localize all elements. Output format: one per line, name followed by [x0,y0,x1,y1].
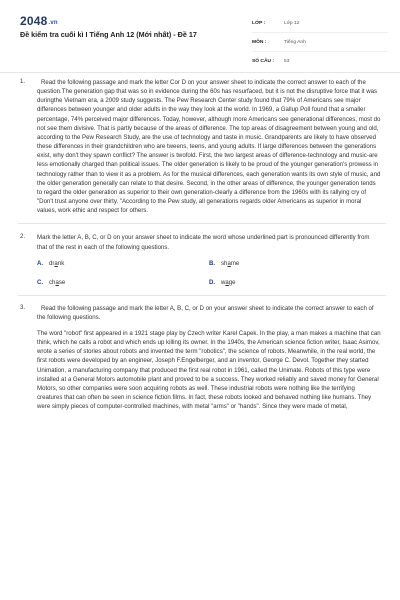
word-part: ge [228,278,236,286]
logo-sub: .vn [48,20,58,26]
meta-row-count [252,52,388,70]
option-word [49,259,64,268]
logo-main: 2048 [20,14,48,28]
option-letter: C. [37,278,44,286]
option-letter: B. [209,259,216,267]
question-3 [18,304,386,412]
option-letter: D. [209,278,216,286]
option-word [221,278,236,287]
word-part: me [230,259,240,267]
underlined-part: a [225,278,229,286]
meta-row-subject [252,33,388,52]
divider [18,295,386,296]
option-d[interactable] [209,278,381,287]
meta-value: Lớp 12 [284,20,300,26]
divider [18,223,386,224]
question-text: Mark the letter A, B, C, or D on your answer sheet to indicate the word whose underlined part is pronounced differently from that of the rest in each of the following questions. [37,234,370,251]
option-word [221,259,239,268]
question-2 [18,233,386,286]
question-number: 3. [20,303,26,311]
word-part: ch [49,278,56,286]
reading-passage: The word "robot" first appeared in a 1921 stage play by Czech writer Karel Capek. In the play, a man makes a machine that can think, which he calls a robot and which ends up killing its owner. In the 1940s, the American science fiction writer, Isaac Asimov, wrote a series of stories about robots and invented the term "robotics", the science of robots. Meanwhile, in the real world, the first robots were developed by an engineer, Joseph F.Engelberger, and an inventor, George C. Devol. Together they started Unimation, a manufacturing company that produced the first real robot in 1961, called the Unimate. Robots of this type were installed at a General Motors automobile plant and proved to be a success. They worked reliably and saved money for General Motors, so other companies were soon acquiring robots as well. These industrial robots were nothing like the terrifying creatures that can often be seen in science fiction films. In fact, these robots looked and behaved nothing like humans. They were simply pieces of computer-controlled machines, with metal "arms" or "hands". Since they were made of metal, [37,329,381,411]
underlined-part: a [227,259,231,267]
option-word [49,278,65,287]
option-a[interactable] [37,259,209,268]
meta-label: MÔN : [252,39,267,45]
header [0,0,400,73]
meta-label: LỚP : [252,20,266,26]
meta-value: Tiếng Anh [284,39,306,45]
question-number: 1. [20,78,26,85]
meta-label: SỐ CÂU : [252,58,275,64]
question-1 [18,78,386,215]
word-part: w [221,278,226,286]
underlined-part: a [55,278,59,286]
question-list [18,74,386,411]
page-title: Đề kiểm tra cuối kì I Tiếng Anh 12 (Mới nhất) - Đề 17 [20,30,197,39]
word-part: dr [49,259,55,267]
word-part: sh [221,259,228,267]
question-text: Read the following passage and mark the letter Cor D on your answer sheet to indicate the correct answer to each of the question.The generation gap that was so in evidence during the 60s has resurfaced, but it is not the disruptive force that it was duringthe Vietnam era, a 2009 study suggests. The Pew Research Center study found that 79% of Americans see major differences between younger and older adults in the way they look at the world. In 1969, a Gallup Poll found that a smaller percentage, 74% perceived major differences. Today, however, although more Americans see generational differences, most do not see them divisive. That is partly because of the areas of difference. The top areas of disagreement between young and old, according to the Pew Research Study, are the use of technology and taste in music. Grandparents are likely to have observed these differences in their grandchildren who are tweens, teens, and young adults. If large differences between the generations exist, why don't they spawn conflict? The answer is twofold. First, the two largest areas of difference-technology and music-are less emotionally charged than political issues. The older generation is likely to be proud of the younger generation's prowess in technology rather than to view it as a problem. As for the musical differences, each generation wants its own style of music, and the older generation generally can relate to that desire. Second, in the other areas of difference, the younger generation tends to regard the older generation as superior to their own generation-clearly a difference from the 1960s with its rallying cry of "Don't trust anyone over thirty. "According to the Pew study, all generations regards older Americans as superior in moral values, work ethic and respect for others. [37,79,381,215]
exam-meta [252,14,388,70]
meta-row-class [252,14,388,33]
site-logo[interactable] [20,14,58,28]
option-b[interactable] [209,259,381,268]
option-c[interactable] [37,278,209,287]
underlined-part: a [54,259,58,267]
word-part: nk [57,259,65,267]
word-part: se [58,278,66,286]
answer-options [37,259,381,287]
question-number: 2. [20,233,26,241]
meta-value: 53 [284,58,290,64]
option-letter: A. [37,259,44,267]
question-text: Read the following passage and mark the letter A, B, C, or D on your answer sheet to indicate the correct answer to each of the following questions. [37,304,374,321]
